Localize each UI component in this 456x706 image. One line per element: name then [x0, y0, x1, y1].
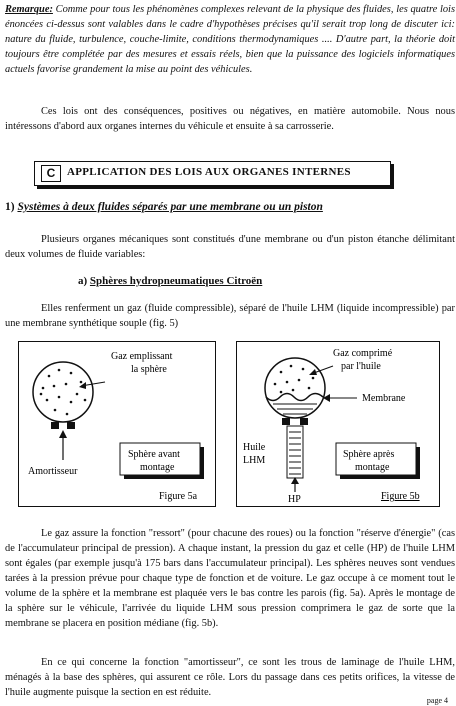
figure-5a-drawing [19, 342, 215, 506]
heading-systems [5, 201, 323, 213]
box-label-a2: montage [140, 462, 175, 473]
intro-paragraph [5, 104, 455, 134]
remark-text: Comme pour tous les phénomènes complexes relevant de la physique des fluides, les quatre lois énoncées ci-dessus sont valables dans le cadre d'hypothèses précises qu'il serait trop long de discuter ici: nature du fluide, turbulence, couche-limite, conditions thermodynamiques .... D'autre part, la théorie doit toujours être complétée par des mesures et essais réels, bien que la puissance des logiciels informatiques actuels favorise grandement la mise au point des véhicules. [5, 4, 455, 75]
gas-label-b2: par l'huile [341, 361, 381, 372]
page-number: page 4 [426, 696, 448, 705]
heading-spheres-title: Sphères hydropneumatiques Citroën [89, 275, 263, 287]
sphere-a-icon [33, 362, 93, 422]
remark-paragraph [5, 2, 455, 77]
damper-label: Amortisseur [28, 466, 78, 477]
oil-label-2: LHM [243, 455, 266, 466]
section-letter: C [41, 165, 61, 182]
spheres-text: Elles renferment un gaz (fluide compressible), séparé de l'huile LHM (liquide incompressible) par une membrane synthétique souple (fig. 5) [5, 303, 455, 329]
section-title: APPLICATION DES LOIS AUX ORGANES INTERNES [67, 166, 351, 178]
gaz-text: Le gaz assure la fonction "ressort" (pour chacune des roues) ou la fonction "réserve d'énergie" (cas de l'accumulateur principal de pression). A chaque instant, la pression du gaz et celle (HP) de l'huile LHM sont égales (par exemple jusqu'à 175 bars dans l'accumulateur principal). Les sphères neuves sont vendues tarées à la pression prévue pour chaque type de fonction et de voiture. Le gaz occupe à ce moment tout le volume de la sphère et la membrane est plaquée vers le bas contre les parois (fig. 5a). Après le montage de la sphère sur le véhicule, l'arrivée du liquide LHM sous pression comprimera le gaz de sorte que la membrane se placera en position médiane (fig. 5b). [5, 528, 455, 629]
box-label-a1: Sphère avant [128, 449, 180, 460]
organes-paragraph [5, 232, 455, 262]
intro-text: Ces lois ont des conséquences, positives ou négatives, en matière automobile. Nous nous intéressons d'abord aux organes internes du véhicule et ensuite à sa carrosserie. [5, 106, 455, 132]
box-label-b2: montage [355, 462, 390, 473]
heading-systems-num: 1) [5, 201, 15, 213]
section-header-box [34, 161, 391, 186]
box-label-b1: Sphère après [343, 449, 395, 460]
gas-label-a2: la sphère [131, 364, 167, 375]
heading-systems-title: Systèmes à deux fluides séparés par une membrane ou un piston [17, 201, 323, 213]
gaz-paragraph [5, 526, 455, 631]
caption-5b: Figure 5b [381, 491, 420, 502]
heading-spheres [78, 275, 262, 287]
remark-label: Remarque: [5, 4, 53, 15]
caption-5a: Figure 5a [159, 491, 198, 502]
spheres-paragraph [5, 301, 455, 331]
gas-label-a1: Gaz emplissant [111, 351, 173, 362]
figure-5a [18, 341, 216, 507]
amortisseur-paragraph [5, 655, 455, 700]
oil-label-1: Huile [243, 442, 266, 453]
membrane-label: Membrane [362, 393, 406, 404]
figure-5b-drawing [237, 342, 439, 506]
gas-label-b1: Gaz comprimé [333, 348, 393, 359]
figure-5b [236, 341, 440, 507]
amortisseur-text: En ce qui concerne la fonction "amortisseur", ce sont les trous de laminage de l'huile LHM, ménagés à la base des sphères, qui assurent ce rôle. Lors du passage dans ces petits orifices, la vitesse de l'huile augmente puisque la section en est réduite. [5, 657, 455, 698]
hp-label: HP [288, 494, 301, 505]
organes-text: Plusieurs organes mécaniques sont constitués d'une membrane ou d'un piston étanche délimitant deux volumes de fluide variables: [5, 234, 455, 260]
heading-spheres-num: a) [78, 275, 88, 287]
